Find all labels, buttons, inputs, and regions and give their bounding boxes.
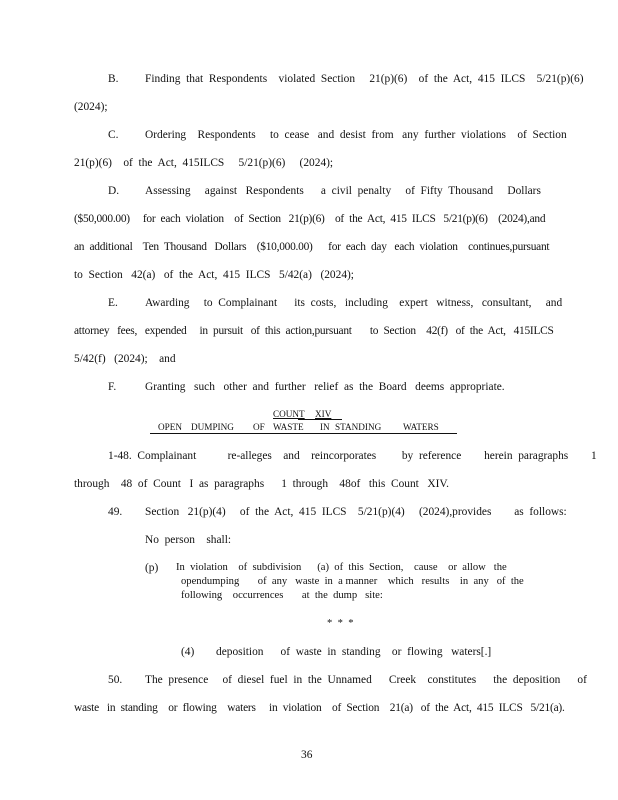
para-b-line1: Finding that Respondents violated Section 21(p)(6) of the Act, 415 ILCS 5/21(p)(6) bbox=[145, 73, 584, 85]
para-d-line3: an additional Ten Thousand Dollars ($10,000.00) for each day each violation continues,pursuant bbox=[74, 241, 550, 253]
para-50-number: 50. bbox=[108, 674, 123, 686]
para-f-letter: F. bbox=[108, 381, 117, 393]
heading-word-waters: WATERS bbox=[403, 422, 439, 432]
heading-word-of: OF bbox=[253, 422, 265, 432]
para-e-line2: attorney fees, expended in pursuit of this action,pursuant to Section 42(f) of the Act, 415ILCS bbox=[74, 325, 554, 337]
heading-count-number: XIV bbox=[315, 409, 332, 419]
para-49-sub-4-label: (4) bbox=[181, 646, 195, 658]
heading-underline-bottom bbox=[150, 433, 457, 434]
page-number: 36 bbox=[301, 749, 313, 761]
para-1-48-line1: 1-48. Complainant re-alleges and reincorporates by reference herein paragraphs 1 bbox=[108, 450, 597, 462]
para-49-ellipsis: * * * bbox=[327, 618, 354, 629]
para-d-line4: to Section 42(a) of the Act, 415 ILCS 5/42(a) (2024); bbox=[74, 269, 354, 281]
para-c-line2: 21(p)(6) of the Act, 415ILCS 5/21(p)(6) (2024); bbox=[74, 157, 334, 169]
para-d-line1: Assessing against Respondents a civil penalty of Fifty Thousand Dollars bbox=[145, 185, 541, 197]
para-c-line1: Ordering Respondents to cease and desist from any further violations of Section bbox=[145, 129, 567, 141]
para-f-line1: Granting such other and further relief as the Board deems appropriate. bbox=[145, 381, 505, 393]
heading-word-waste: WASTE bbox=[273, 422, 304, 432]
para-49-sub-p-line2: opendumping of any waste in a manner which results in any of the bbox=[181, 576, 524, 587]
para-49-no-person: No person shall: bbox=[145, 534, 232, 546]
para-49-sub-p-label: (p) bbox=[145, 562, 159, 574]
heading-word-in: IN bbox=[320, 422, 330, 432]
para-49-sub-p-line1: In violation of subdivision (a) of this Section, cause or allow the bbox=[176, 562, 507, 573]
para-c-letter: C. bbox=[108, 129, 119, 141]
heading-word-open: OPEN bbox=[158, 422, 182, 432]
para-49-sub-p-line3: following occurrences at the dump site: bbox=[181, 590, 383, 601]
para-e-line3: 5/42(f) (2024); and bbox=[74, 353, 176, 365]
para-e-line1: Awarding to Complainant its costs, including expert witness, consultant, and bbox=[145, 297, 563, 309]
para-49-sub-4-text: deposition of waste in standing or flowing waters[.] bbox=[216, 646, 492, 658]
para-49-line1: Section 21(p)(4) of the Act, 415 ILCS 5/21(p)(4) (2024),provides as follows: bbox=[145, 506, 567, 518]
para-b-line2: (2024); bbox=[74, 101, 108, 113]
heading-count-label: COUNT bbox=[273, 409, 305, 419]
para-e-letter: E. bbox=[108, 297, 118, 309]
para-49-number: 49. bbox=[108, 506, 123, 518]
heading-word-dumping: DUMPING bbox=[191, 422, 234, 432]
para-50-line2: waste in standing or flowing waters in violation of Section 21(a) of the Act, 415 ILCS 5/21(a). bbox=[74, 702, 565, 714]
heading-underline-top bbox=[298, 419, 342, 420]
para-1-48-line2: through 48 of Count I as paragraphs 1 through 48of this Count XIV. bbox=[74, 478, 450, 490]
para-d-line2: ($50,000.00) for each violation of Section 21(p)(6) of the Act, 415 ILCS 5/21(p)(6) (2024),and bbox=[74, 213, 546, 225]
para-d-letter: D. bbox=[108, 185, 120, 197]
para-50-line1: The presence of diesel fuel in the Unnamed Creek constitutes the deposition of bbox=[145, 674, 587, 686]
heading-word-standing: STANDING bbox=[335, 422, 382, 432]
para-b-letter: B. bbox=[108, 73, 119, 85]
